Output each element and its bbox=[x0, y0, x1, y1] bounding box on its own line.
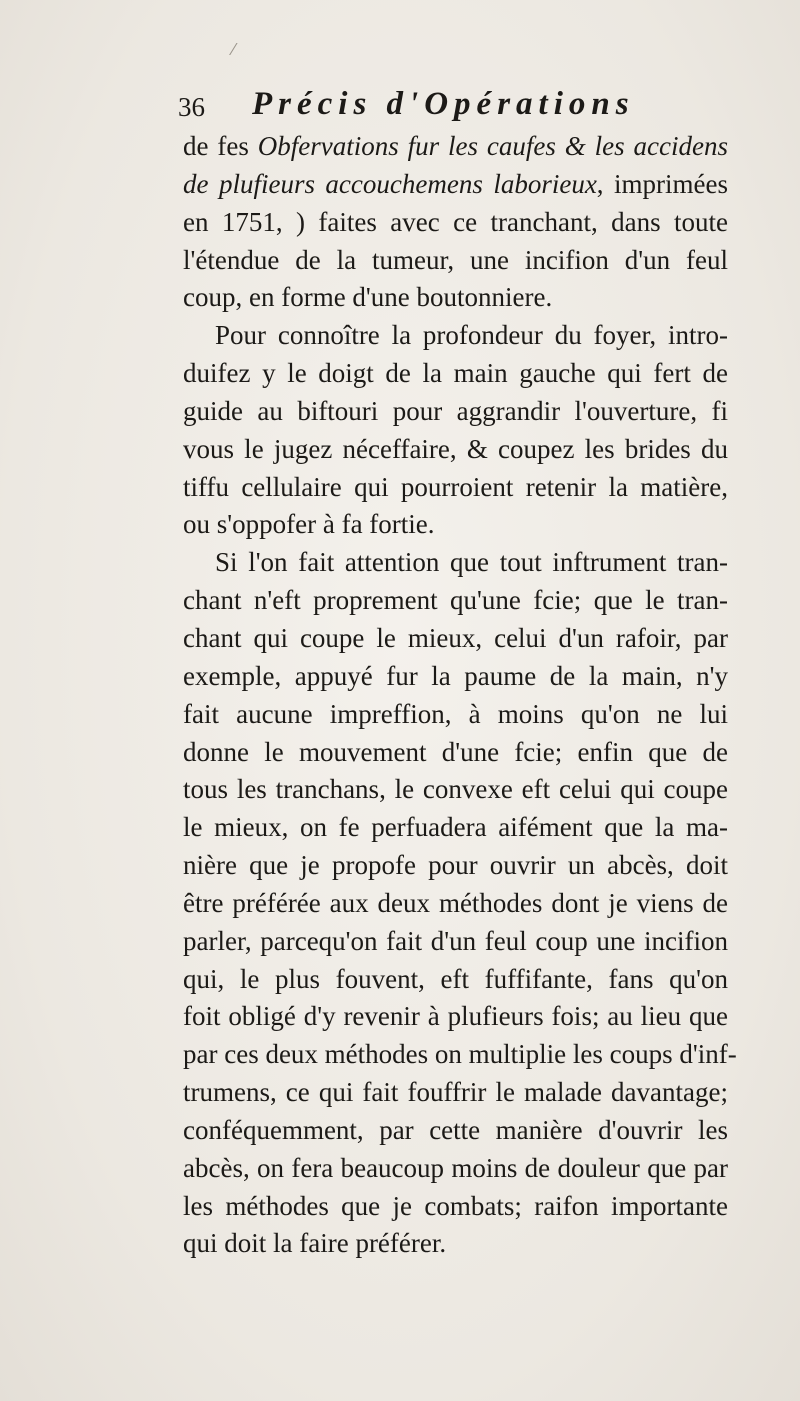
text-line: coup, en forme d'une boutonniere. bbox=[183, 282, 553, 313]
text-line: guide au biftouri pour aggrandir l'ouverture, fi bbox=[183, 395, 728, 426]
text-line: en 1751, ) faites avec ce tranchant, dans toute bbox=[183, 206, 728, 237]
text-line: trumens, ce qui fait fouffrir le malade davantage; bbox=[183, 1077, 728, 1108]
text-line: Si l'on fait attention que tout inftrument tran- bbox=[215, 547, 728, 578]
text-line: qui doit la faire préférer. bbox=[183, 1228, 447, 1259]
text-line: chant n'eft proprement qu'une fcie; que le tran- bbox=[183, 585, 728, 616]
text-line: donne le mouvement d'une fcie; enfin que de bbox=[183, 736, 728, 767]
body-text bbox=[183, 128, 737, 1263]
text-line: parler, parcequ'on fait d'un feul coup une incifion bbox=[183, 925, 728, 956]
text-line: conféquemment, par cette manière d'ouvrir les bbox=[183, 1114, 728, 1145]
text-line: Pour connoître la profondeur du foyer, intro- bbox=[215, 320, 728, 351]
text-line: exemple, appuyé fur la paume de la main, n'y bbox=[183, 660, 728, 691]
text-line: chant qui coupe le mieux, celui d'un rafoir, par bbox=[183, 622, 728, 653]
text-span: , imprimées bbox=[596, 168, 728, 199]
text-line bbox=[183, 128, 728, 166]
page-header bbox=[178, 86, 718, 126]
text-span: de fes bbox=[183, 131, 258, 161]
text-line: les méthodes que je combats; raifon importante bbox=[183, 1190, 728, 1221]
text-line: vous le jugez néceffaire, & coupez les brides du bbox=[183, 433, 728, 464]
text-line: par ces deux méthodes on multiplie les coups d'inf- bbox=[183, 1039, 737, 1070]
text-line: abcès, on fera beaucoup moins de douleur que par bbox=[183, 1152, 728, 1183]
text-line: le mieux, on fe perfuadera aifément que la ma- bbox=[183, 812, 728, 843]
text-line: nière que je propofe pour ouvrir un abcès, doit bbox=[183, 850, 728, 881]
text-line bbox=[183, 166, 728, 204]
page-number: 36 bbox=[178, 92, 205, 122]
text-line: foit obligé d'y revenir à plufieurs fois; au lieu que bbox=[183, 1001, 728, 1032]
stray-mark: ⁄ bbox=[232, 40, 235, 59]
text-line: ou s'oppofer à fa fortie. bbox=[183, 509, 435, 540]
text-line: qui, le plus fouvent, eft fuffifante, fans qu'on bbox=[183, 963, 728, 994]
italic-title: de plufieurs accouchemens laborieux bbox=[183, 168, 597, 199]
text-line: l'étendue de la tumeur, une incifion d'un feul bbox=[183, 244, 728, 275]
text-line: tous les tranchans, le convexe eft celui qui coupe bbox=[183, 774, 728, 805]
text-line: fait aucune impreffion, à moins qu'on ne lui bbox=[183, 698, 728, 729]
text-line: duifez y le doigt de la main gauche qui fert de bbox=[183, 358, 728, 389]
text-line: tiffu cellulaire qui pourroient retenir la matière, bbox=[183, 471, 728, 502]
running-title: Précis d'Opérations bbox=[252, 86, 635, 122]
italic-title: Obfervations fur les caufes & les accidens bbox=[257, 131, 728, 161]
text-line: être préférée aux deux méthodes dont je viens de bbox=[183, 887, 728, 918]
